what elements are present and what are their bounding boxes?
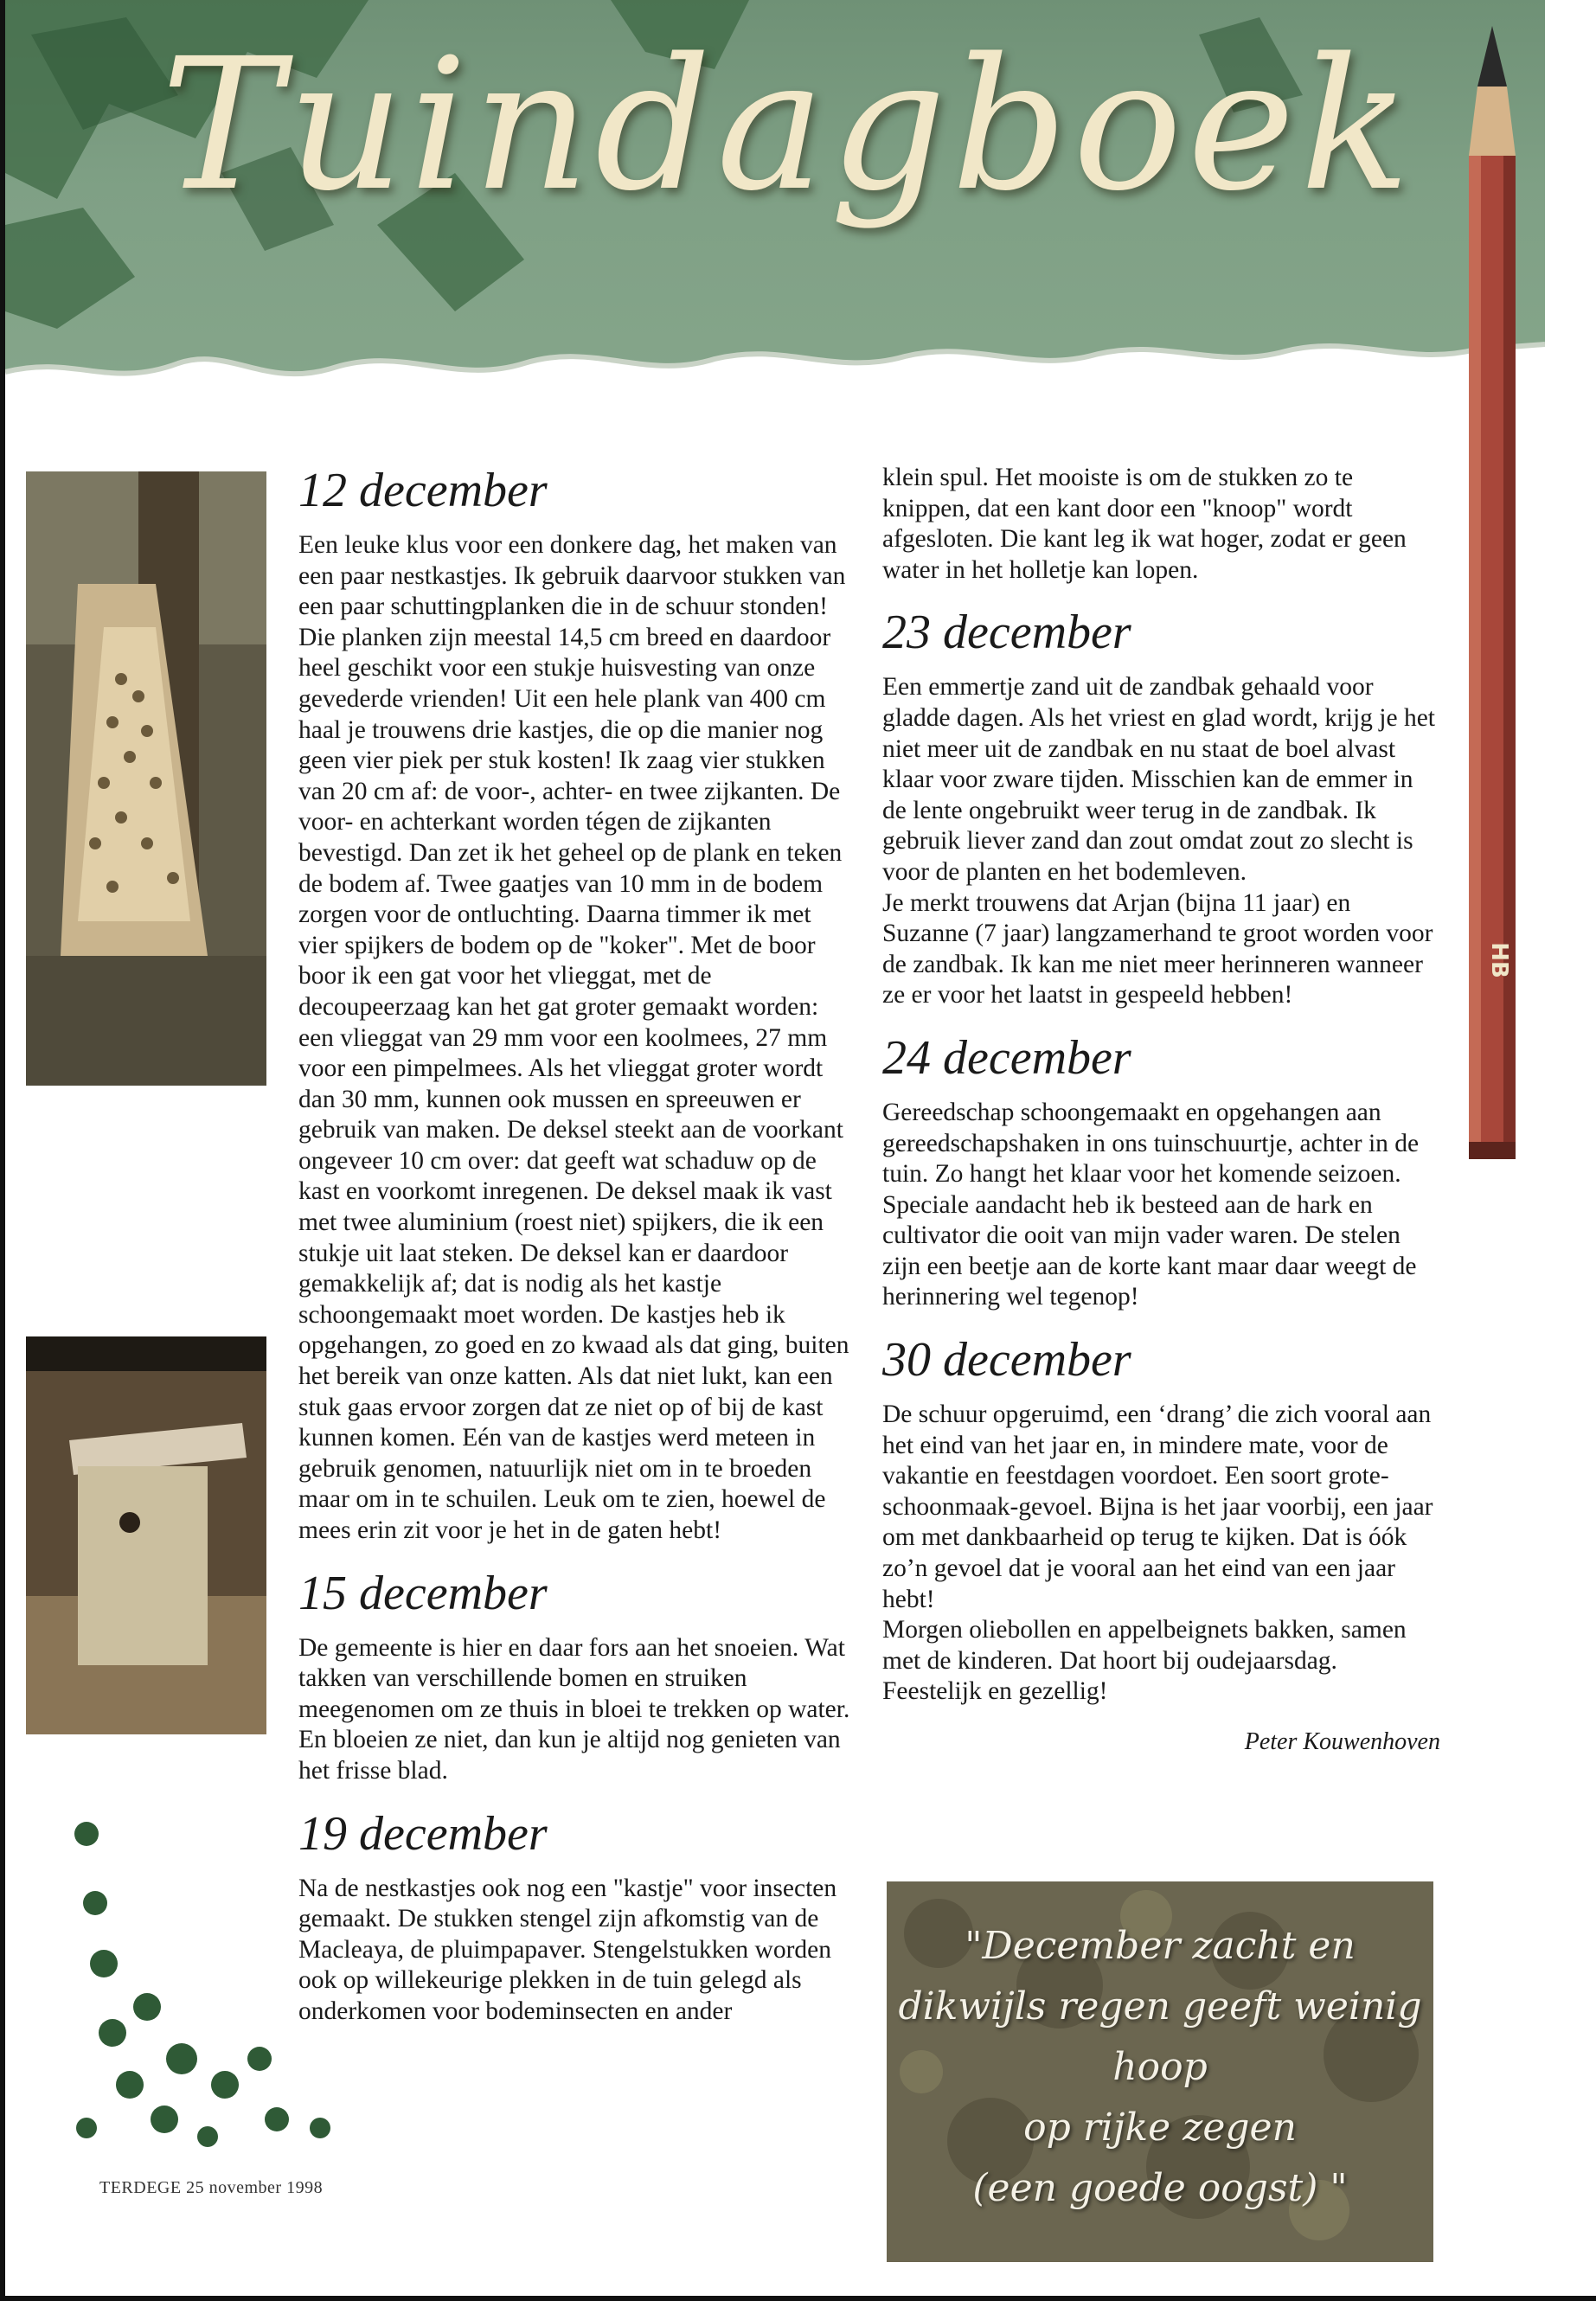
entry-text-30-december: De schuur opgeruimd, een ‘drang’ die zich vooral aan het eind van het jaar en, in mindere mate, voor de vakantie en feestdagen voordoet. Een soort grote-schoonmaak-gevoel. Bijna is het jaar voorbij, een jaar om met dankbaarheid op terug te kijken. Dat is óók zo’n gevoel dat je vooral aan het eind van een jaar hebt! Morgen oliebollen en appelbeignets bakken, samen met de kinderen. Dat hoort bij oudejaarsdag. Feestelijk en gezellig! — [882, 1400, 1433, 1706]
entry-date-23-december: 23 december — [882, 606, 1131, 660]
entry-text-15-december: De gemeente is hier en daar fors aan het snoeien. Wat takken van verschillende bomen en struiken meegenomen om ze thuis in bloei te trekken op water. En bloeien ze niet, dan kun je altijd nog genieten van het frisse blad. — [298, 1633, 850, 1785]
quote-box — [887, 1881, 1433, 2262]
insect-hotel-photo — [26, 471, 266, 1086]
author-signature: Peter Kouwenhoven — [1244, 1728, 1440, 1755]
right-column — [882, 463, 1440, 1758]
pencil-icon — [1453, 26, 1531, 1168]
nest-box-photo — [26, 1336, 266, 1734]
entry-text-12-december: Een leuke klus voor een donkere dag, het maken van een paar nestkastjes. Ik gebruik daarvoor stukken van een paar schuttingplanken die in de schuur stonden! Die planken zijn meestal 14,5 cm breed en daardoor heel geschikt voor een stukje huisvesting van onze gevederde vrienden! Uit een hele plank van 400 cm haal je trouwens drie kastjes, die op die manier nog geen vier piek per stuk kosten! Ik zaag vier stukken van 20 cm af: de voor-, achter- en twee zijkanten. De voor- en achterkant worden tégen de zijkanten bevestigd. Dan zet ik het geheel op de plank en teken de bodem af. Twee gaatjes van 10 mm in de bodem zorgen voor de ontluchting. Daarna timmer ik met vier spijkers de bodem op de "koker". Met de boor boor ik een gat voor het vlieggat, met de decoupeerzaag kan het gat groter gemaakt worden: een vlieggat van 29 mm voor een koolmees, 27 mm voor een pimpelmees. Als het vlieggat groter wordt dan 30 mm, kunnen ook mussen en spreeuwen er gebruik van maken. De deksel steekt aan de voorkant ongeveer 10 cm over: dat geeft wat schaduw op de kast en voorkomt inregenen. De deksel maak ik vast met twee aluminium (roest niet) spijkers, die ik een stukje uit laat steken. De deksel kan er daardoor gemakkelijk af; dat is nodig als het kastje schoongemaakt moet worden. De kastjes heb ik opgehangen, zo goed en zo kwaad als dat ging, buiten het bereik van onze katten. Als dat niet lukt, kan een stuk gaas ervoor zorgen dat ze niet op of bij de kast kunnen komen. Eén van de kastjes werd meteen in gebruik genomen, natuurlijk niet om in te broeden maar om in te schuilen. Leuk om te zien, hoewel de mees erin zit voor je het in de gaten hebt! — [298, 531, 849, 1544]
entry-text-19-december-continued: klein spul. Het mooiste is om de stukken zo te knippen, dat een kant door een "knoop" wordt afgesloten. Die kant leg ik wat hoger, zodat er geen water in het holletje kan lopen. — [882, 464, 1407, 584]
entry-date-12-december: 12 december — [298, 464, 548, 517]
entry-date-30-december: 30 december — [882, 1333, 1131, 1388]
entry-text-24-december: Gereedschap schoongemaakt en opgehangen aan gereedschapshaken in ons tuinschuurtje, achter in de tuin. Zo hangt het klaar voor het komende seizoen. Speciale aandacht heb ik besteed aan de hark en cultivator die ooit van mijn vader waren. De stelen zijn een beetje aan de korte kant maar daar weegt de herinnering wel tegenop! — [882, 1098, 1420, 1311]
footer-publication: TERDEGE 25 november 1998 — [99, 2178, 324, 2197]
pencil-label: HB — [1486, 942, 1512, 978]
page-title: Tuindagboek — [161, 19, 1416, 231]
entry-date-24-december: 24 december — [882, 1030, 1131, 1085]
berries-decoration — [52, 1799, 415, 2163]
entry-date-19-december: 19 december — [298, 1806, 548, 1861]
entry-date-15-december: 15 december — [298, 1566, 548, 1620]
entry-text-23-december: Een emmertje zand uit de zandbak gehaald voor gladde dagen. Als het vriest en glad wordt, krijg je het niet meer uit de zandbak en nu staat de boel alvast klaar voor zware tijden. Misschien kan de emmer in de lente ongebruikt weer terug in de zandbak. Ik gebruik liever zand dan zout omdat zout zo slecht is voor de planten en het bodemleven. Je merkt trouwens dat Arjan (bijna 11 jaar) en Suzanne (7 jaar) langzamerhand te groot worden voor de zandbak. Ik kan me niet meer herinneren wanneer ze er voor het laatst in gespeeld hebben! — [882, 673, 1436, 1009]
header-banner — [5, 0, 1545, 415]
quote-text: "December zacht en dikwijls regen geeft weinig hoop op rijke zegen (een goede oogst) " — [898, 1924, 1422, 2210]
entry-text-19-december: Na de nestkastjes ook nog een "kastje" voor insecten gemaakt. De stukken stengel zijn afkomstig van de Macleaya, de pluimpapaver. Stengelstukken worden ook op willekeurige plekken in de tuin gelegd als onderkomen voor bodeminsecten en ander — [298, 1874, 837, 2025]
